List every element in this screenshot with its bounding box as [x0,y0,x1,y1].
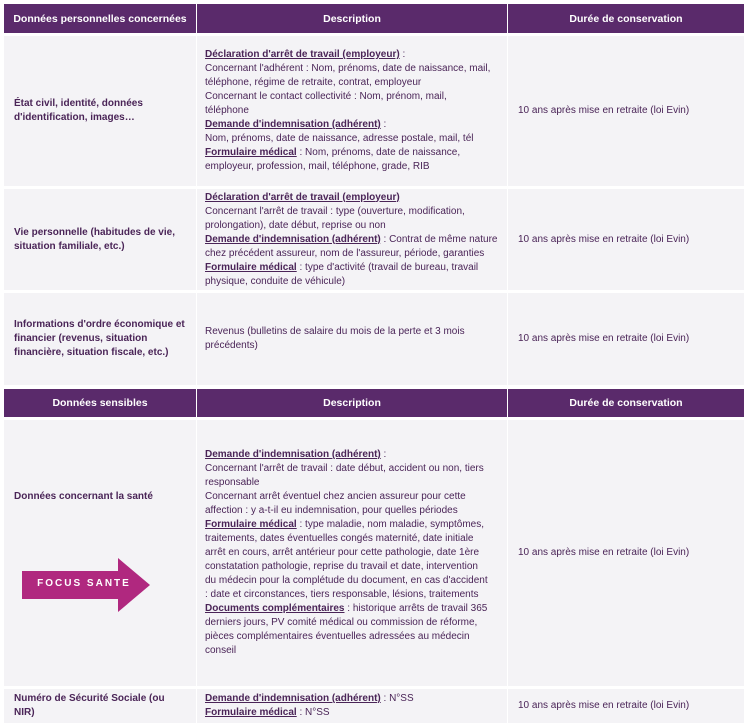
description-line [205,219,497,233]
description-segment: : Contrat de même nature [380,233,498,245]
table1-header-duration: Durée de conservation [508,4,744,33]
description-line [205,490,488,504]
description-text [205,692,414,720]
description-segment: : N°SS [380,693,414,704]
description-line [205,644,488,658]
category-text: État civil, identité, données d'identification, images… [14,98,143,123]
table2-row-0-duration [508,420,744,686]
description-segment: physique, conduite de véhicule) [205,275,346,287]
description-segment: affection : y a-t-il eu indemnisation, pour quelles périodes [205,505,458,516]
description-segment: Concernant l'adhérent : Nom, prénoms, date de naissance, mail, [205,63,491,74]
description-segment: employeur, profession, mail, téléphone, grade, RIB [205,161,430,172]
description-segment: : type maladie, nom maladie, symptômes, [296,519,485,530]
table1-row-2-duration [508,293,744,385]
description-segment: constatation pathologie, reprise du travail et date, intervention [205,561,478,572]
description-segment: conseil [205,645,237,656]
duration-text: 10 ans après mise en retraite (loi Evin) [518,547,690,558]
description-line [205,602,488,616]
description-line [205,247,497,261]
description-line [205,146,490,160]
description-line [205,233,497,247]
table1-row-2-category [4,293,196,385]
description-text [205,48,490,174]
description-line [205,616,488,630]
description-segment: derniers jours, PV comité médical ou commission de réforme, [205,617,478,628]
description-segment: : Nom, prénoms, date de naissance, [296,147,461,158]
description-line [205,462,488,476]
description-segment: Concernant arrêt éventuel chez ancien assureur pour cette [205,491,466,502]
section-heading: Déclaration d'arrêt de travail (employeur) [205,49,400,60]
description-segment: : N°SS [296,707,330,718]
description-segment: traitements, dates éventuelles congés maternité, date initiale [205,533,474,544]
description-text [205,325,465,353]
table2-row-1-category [4,689,196,723]
table2-header-description: Description [197,389,507,417]
table1-row-2-description [197,293,507,385]
description-line [205,191,497,205]
focus-sante-label: FOCUS SANTE [37,578,131,589]
section-heading: Formulaire médical [205,707,297,718]
description-segment: téléphone, régime de retraite, contrat, employeur [205,77,422,88]
description-line [205,692,414,706]
description-line [205,448,488,462]
description-segment: Revenus (bulletins de salaire du mois de la perte et 3 mois [205,326,465,337]
description-line [205,339,465,353]
description-line [205,560,488,574]
table1-row-0-description [197,36,507,186]
section-heading: Demande d'indemnisation (adhérent) [205,693,381,704]
duration-text: 10 ans après mise en retraite (loi Evin) [518,700,690,711]
section-heading: Formulaire médical [205,519,297,530]
table1-row-1-description [197,189,507,290]
table1-row-0-category [4,36,196,186]
description-text [205,448,488,658]
description-line [205,132,490,146]
description-segment: Nom, prénoms, date de naissance, adresse postale, mail, tél [205,133,474,144]
table1-row-0-duration [508,36,744,186]
description-segment: précédents) [205,340,258,351]
description-segment: arrêt en cours, arrêt antérieur pour cette pathologie, date 1ère [205,547,480,558]
description-segment: Concernant le contact collectivité : Nom, prénom, mail, [205,91,447,102]
category-text: Données concernant la santé [14,491,153,502]
description-line [205,706,414,720]
category-text: Numéro de Sécurité Sociale (ou NIR) [14,693,165,718]
duration-text: 10 ans après mise en retraite (loi Evin) [518,233,690,245]
description-line [205,90,490,104]
description-segment: prolongation), date début, reprise ou non [205,219,386,231]
description-line [205,574,488,588]
section-heading: Formulaire médical [205,147,297,158]
section-heading: Formulaire médical [205,261,297,273]
description-segment: responsable [205,477,260,488]
description-line [205,630,488,644]
description-segment: : [380,119,387,130]
description-segment: : date et circonstances, tiers responsable, lésions, traitements [205,589,479,600]
description-line [205,275,497,289]
description-line [205,476,488,490]
description-line [205,261,497,275]
description-segment: Concernant l'arrêt de travail : type (ouverture, modification, [205,205,465,217]
description-text [205,191,497,289]
table2-row-1-description [197,689,507,723]
section-heading: Demande d'indemnisation (adhérent) [205,119,381,130]
description-line [205,118,490,132]
description-line [205,588,488,602]
table1-row-1-duration [508,189,744,290]
description-line [205,160,490,174]
duration-text: 10 ans après mise en retraite (loi Evin) [518,333,690,344]
section-heading: Documents complémentaires [205,603,345,614]
table2-row-1-duration [508,689,744,723]
description-line [205,504,488,518]
section-heading: Déclaration d'arrêt de travail (employeur) [205,191,400,203]
description-line [205,518,488,532]
description-line [205,546,488,560]
description-segment: du médecin pour la complétude du document, en cas d'accident [205,575,488,586]
section-heading: Demande d'indemnisation (adhérent) [205,233,381,245]
table2-row-0-description [197,420,507,686]
table1-header-category: Données personnelles concernées [4,4,196,33]
description-line [205,104,490,118]
description-segment: : historique arrêts de travail 365 [344,603,488,614]
description-segment: pièces complémentaires éventuelles adressées au médecin [205,631,470,642]
description-segment: : [399,49,406,60]
category-text: Vie personnelle (habitudes de vie, situation familiale, etc.) [14,226,175,252]
description-segment: Concernant l'arrêt de travail : date début, accident ou non, tiers [205,463,484,474]
description-line [205,205,497,219]
description-segment: téléphone [205,105,249,116]
description-segment: : type d'activité (travail de bureau, travail [296,261,479,273]
table2-header-category: Données sensibles [4,389,196,417]
table2-header-duration: Durée de conservation [508,389,744,417]
duration-text: 10 ans après mise en retraite (loi Evin) [518,105,690,116]
description-line [205,76,490,90]
focus-sante-arrow [22,558,150,612]
table1-row-1-category [4,189,196,290]
description-segment: chez précédent assureur, nom de l'assureur, période, garanties [205,247,485,259]
table1-header-description: Description [197,4,507,33]
description-line [205,325,465,339]
description-segment: : [380,449,387,460]
description-line [205,62,490,76]
description-line [205,532,488,546]
section-heading: Demande d'indemnisation (adhérent) [205,449,381,460]
category-text: Informations d'ordre économique et financier (revenus, situation financière, situation fiscale, etc.) [14,319,185,358]
description-line [205,48,490,62]
table2-row-0-category [4,420,196,686]
